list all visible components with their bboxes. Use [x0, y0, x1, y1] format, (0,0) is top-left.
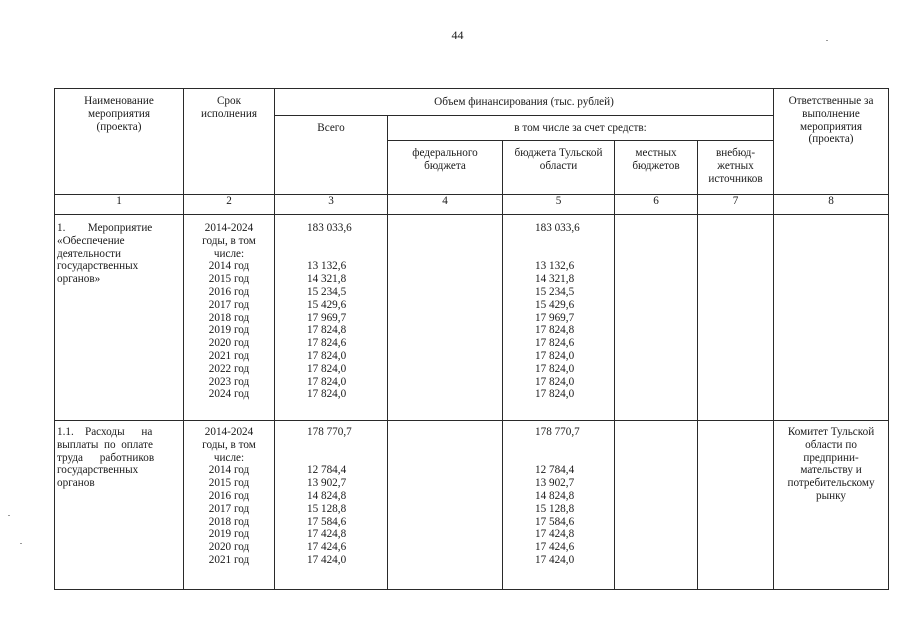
- column-number: 5: [503, 195, 615, 215]
- header-extra: внебюд- жетных источников: [698, 141, 774, 195]
- row-responsible: [774, 215, 889, 421]
- header-name: Наименование мероприятия (проекта): [55, 89, 184, 195]
- row-total: 183 033,6 13 132,6 14 321,8 15 234,5 15 429,6 17 969,7 17 824,8 17 824,6 17 824,0 17 824,0 17 824,0 17 824,0: [275, 215, 388, 421]
- row-local: [615, 215, 698, 421]
- column-number: 4: [388, 195, 503, 215]
- table-row: [55, 215, 889, 421]
- table-row: [55, 421, 889, 590]
- row-responsible: Комитет Тульской области по предприни- мательству и потребительскому рынку: [774, 421, 889, 590]
- row-regional: 178 770,7 12 784,4 13 902,7 14 824,8 15 128,8 17 584,6 17 424,8 17 424,6 17 424,0: [503, 421, 615, 590]
- column-numbers-row: [55, 195, 889, 215]
- row-extra: [698, 421, 774, 590]
- header-term: Срок исполнения: [184, 89, 275, 195]
- header-local: местных бюджетов: [615, 141, 698, 195]
- column-number: 1: [55, 195, 184, 215]
- header-regional: бюджета Тульской области: [503, 141, 615, 195]
- column-number: 7: [698, 195, 774, 215]
- row-term: 2014-2024 годы, в том числе: 2014 год 2015 год 2016 год 2017 год 2018 год 2019 год 2020 год 2021 год 2022 год 2023 год 2024 год: [184, 215, 275, 421]
- row-federal: [388, 421, 503, 590]
- column-number: 2: [184, 195, 275, 215]
- scan-speck: [8, 515, 10, 516]
- header-responsible: Ответственные за выполнение мероприятия (проекта): [774, 89, 889, 195]
- row-name: 1.1. Расходы на выплаты по оплате труда работников государственных органов: [55, 421, 184, 590]
- column-number: 6: [615, 195, 698, 215]
- row-extra: [698, 215, 774, 421]
- column-number: 8: [774, 195, 889, 215]
- header-volume: Объем финансирования (тыс. рублей): [275, 89, 774, 116]
- row-name: 1. Мероприятие «Обеспечение деятельности государственных органов»: [55, 215, 184, 421]
- row-total: 178 770,7 12 784,4 13 902,7 14 824,8 15 128,8 17 584,6 17 424,8 17 424,6 17 424,0: [275, 421, 388, 590]
- scan-speck: [20, 543, 22, 544]
- header-total: Всего: [275, 116, 388, 195]
- header-including: в том числе за счет средств:: [388, 116, 774, 141]
- header-federal: федерального бюджета: [388, 141, 503, 195]
- financing-table: [54, 88, 889, 590]
- column-number: 3: [275, 195, 388, 215]
- row-federal: [388, 215, 503, 421]
- row-regional: 183 033,6 13 132,6 14 321,8 15 234,5 15 429,6 17 969,7 17 824,8 17 824,6 17 824,0 17 824,0 17 824,0 17 824,0: [503, 215, 615, 421]
- row-local: [615, 421, 698, 590]
- row-term: 2014-2024 годы, в том числе: 2014 год 2015 год 2016 год 2017 год 2018 год 2019 год 2020 год 2021 год: [184, 421, 275, 590]
- page-number: 44: [451, 28, 464, 42]
- scan-speck: [826, 40, 828, 41]
